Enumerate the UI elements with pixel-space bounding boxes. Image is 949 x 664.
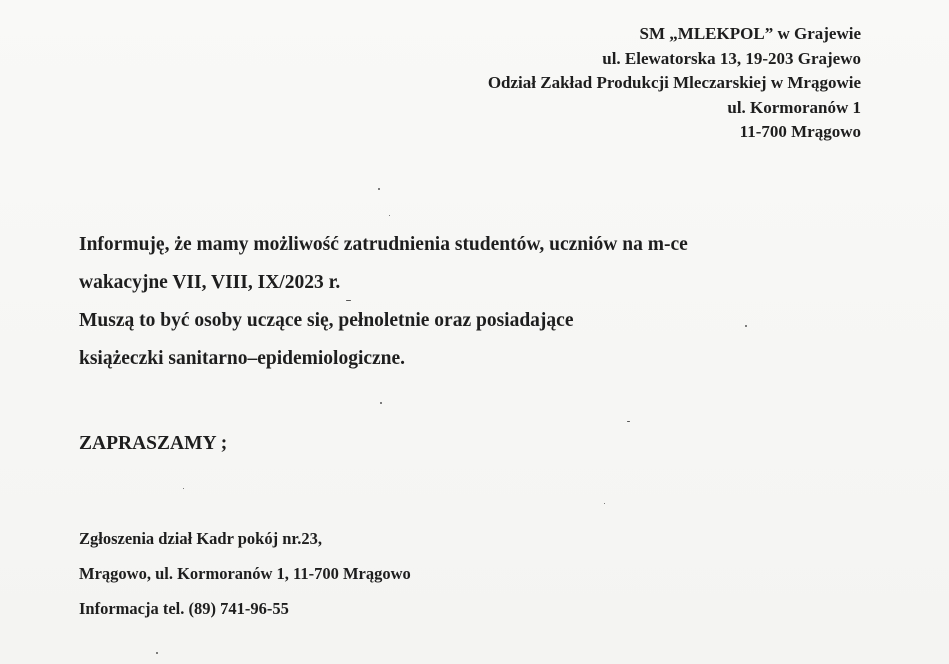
scan-speck xyxy=(346,300,351,301)
scan-speck xyxy=(604,503,605,504)
scan-speck xyxy=(745,325,747,327)
announcement-body xyxy=(79,226,688,378)
contact-line-phone: Informacja tel. (89) 741-96-55 xyxy=(79,599,289,618)
scan-speck xyxy=(627,421,630,422)
announcement-line-3: Muszą to być osoby uczące się, pełnoletnie oraz posiadające xyxy=(79,310,574,331)
announcement-line-4: książeczki sanitarno–epidemiologiczne. xyxy=(79,348,406,369)
announcement-line-2: wakacyjne VII, VIII, IX/2023 r. xyxy=(79,272,341,293)
sender-organization: SM „MLEKPOL” w Grajewie xyxy=(639,24,861,43)
sender-street-address: ul. Elewatorska 13, 19-203 Grajewo xyxy=(602,48,861,68)
branch-street-address: ul. Kormoranów 1 xyxy=(727,97,861,117)
contact-line-applications: Zgłoszenia dział Kadr pokój nr.23, xyxy=(79,529,322,548)
sender-branch-name: Odział Zakład Produkcji Mleczarskiej w Mrągowie xyxy=(487,73,861,92)
scan-speck xyxy=(378,188,380,190)
branch-postal-city: 11-700 Mrągowo xyxy=(739,122,861,141)
announcement-line-1: Informuję, że mamy możliwość zatrudnienia studentów, uczniów na m-ce xyxy=(79,234,688,255)
scan-speck xyxy=(389,215,390,216)
invitation-heading: ZAPRASZAMY ; xyxy=(79,433,228,454)
scan-speck xyxy=(156,652,158,654)
sender-address-block xyxy=(488,22,861,145)
contact-block xyxy=(79,521,411,626)
scan-speck xyxy=(380,402,382,404)
contact-line-address: Mrągowo, ul. Kormoranów 1, 11-700 Mrągowo xyxy=(79,564,411,583)
scan-speck xyxy=(183,488,184,489)
